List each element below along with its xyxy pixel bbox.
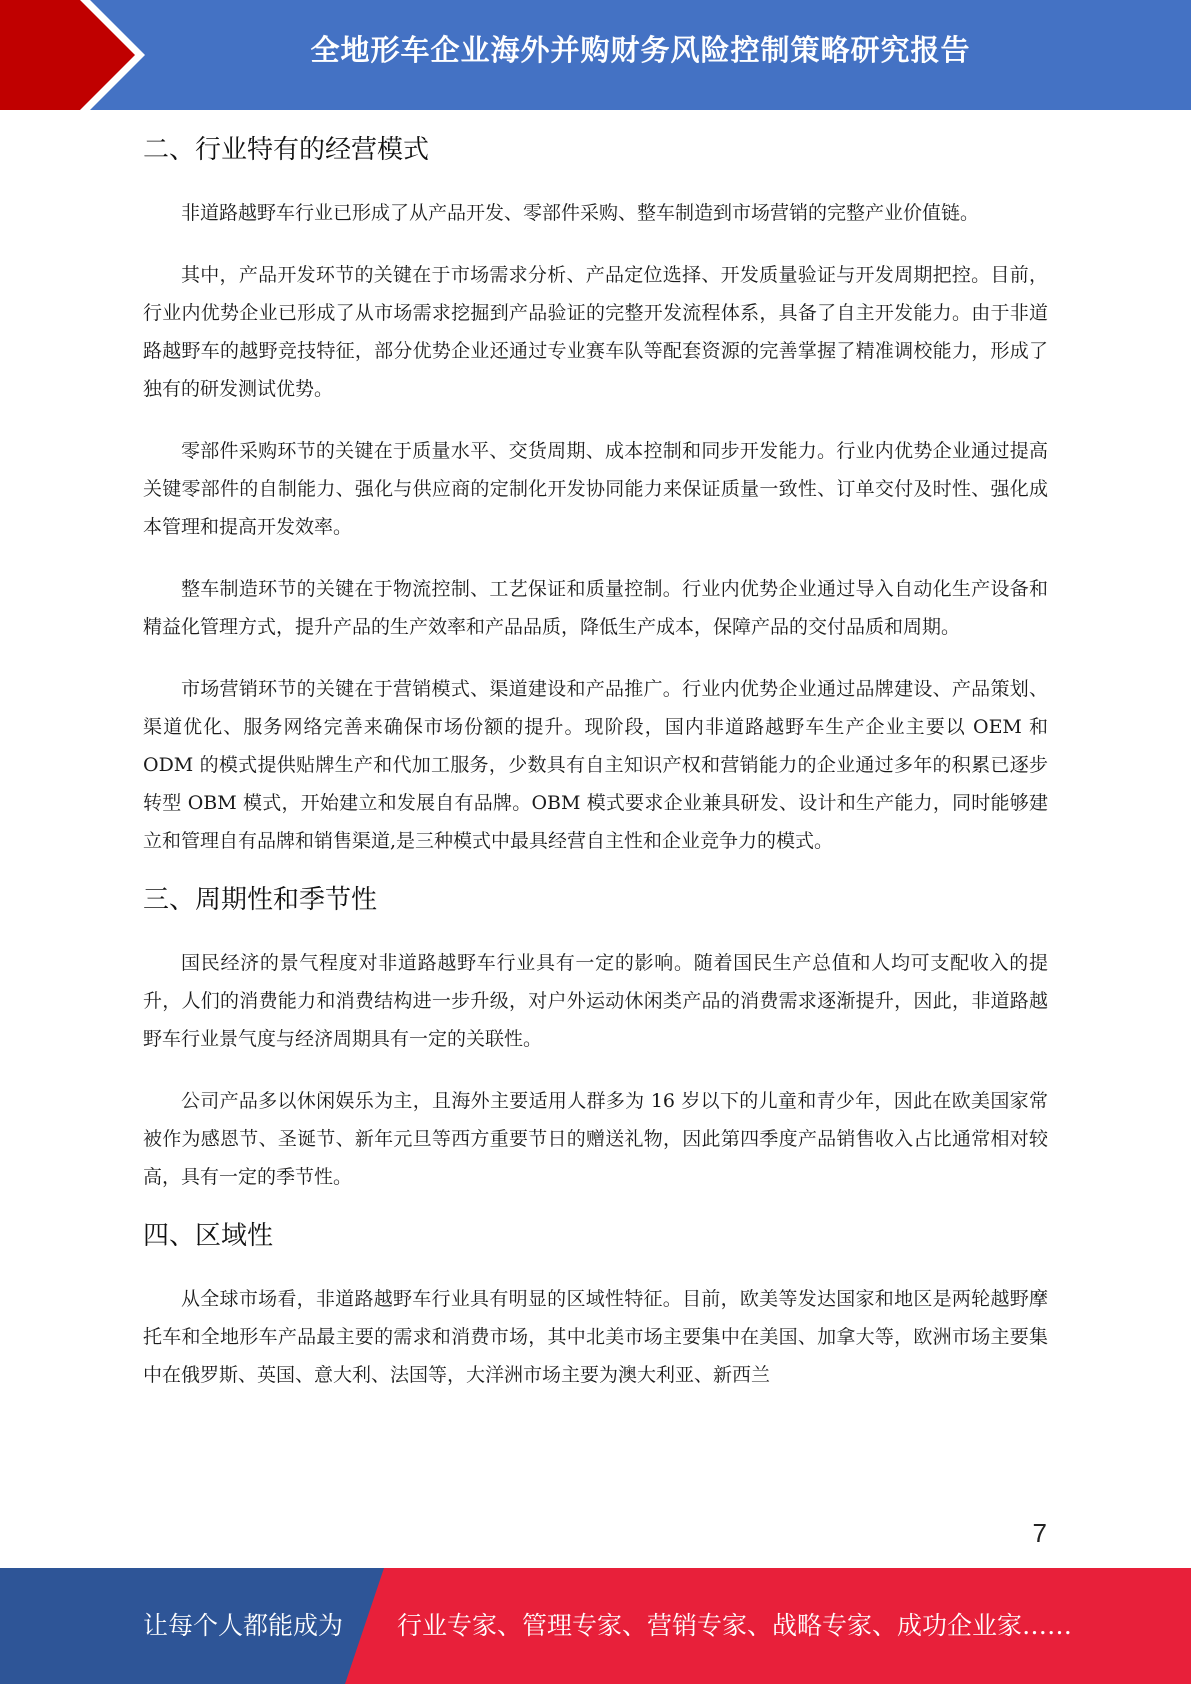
page-footer xyxy=(0,1568,1191,1684)
report-title: 全地形车企业海外并购财务风险控制策略研究报告 xyxy=(310,33,971,67)
paragraph: 零部件采购环节的关键在于质量水平、交货周期、成本控制和同步开发能力。行业内优势企业通过提高关键零部件的自制能力、强化与供应商的定制化开发协同能力来保证质量一致性、订单交付及时性、强化成本管理和提高开发效率。 xyxy=(143,440,1048,538)
footer-slogan-right: 行业专家、管理专家、营销专家、战略专家、成功企业家…… xyxy=(397,1611,1073,1640)
paragraph: 国民经济的景气程度对非道路越野车行业具有一定的影响。随着国民生产总值和人均可支配收入的提升，人们的消费能力和消费结构进一步升级，对户外运动休闲类产品的消费需求逐渐提升，因此，非道路越野车行业景气度与经济周期具有一定的关联性。 xyxy=(143,952,1048,1050)
page-header xyxy=(0,0,1191,110)
paragraph: 整车制造环节的关键在于物流控制、工艺保证和质量控制。行业内优势企业通过导入自动化生产设备和精益化管理方式，提升产品的生产效率和产品品质，降低生产成本，保障产品的交付品质和周期。 xyxy=(143,578,1048,638)
section-heading: 二、行业特有的经营模式 xyxy=(143,135,430,165)
paragraph: 非道路越野车行业已形成了从产品开发、零部件采购、整车制造到市场营销的完整产业价值链。 xyxy=(181,202,980,224)
footer-slogan-left: 让每个人都能成为 xyxy=(143,1611,344,1640)
paragraph: 公司产品多以休闲娱乐为主，且海外主要适用人群多为 16 岁以下的儿童和青少年，因此在欧美国家常被作为感恩节、圣诞节、新年元旦等西方重要节日的赠送礼物，因此第四季度产品销售收入占比通常相对较高，具有一定的季节性。 xyxy=(143,1090,1048,1188)
page-content xyxy=(143,128,1048,1394)
page-number: 7 xyxy=(1032,1518,1047,1548)
header-chevron-decoration xyxy=(0,0,160,110)
paragraph: 市场营销环节的关键在于营销模式、渠道建设和产品推广。行业内优势企业通过品牌建设、产品策划、渠道优化、服务网络完善来确保市场份额的提升。现阶段，国内非道路越野车生产企业主要以 OEM 和 ODM 的模式提供贴牌生产和代加工服务，少数具有自主知识产权和营销能力的企业通过多年的积累已逐步转型 OBM 模式，开始建立和发展自有品牌。OBM 模式要求企业兼具研发、设计和生产能力，同时能够建立和管理自有品牌和销售渠道,是三种模式中最具经营自主性和企业竞争力的模式。 xyxy=(143,678,1048,852)
section-heading: 四、区域性 xyxy=(143,1221,274,1251)
section-heading: 三、周期性和季节性 xyxy=(143,885,378,915)
paragraph: 从全球市场看，非道路越野车行业具有明显的区域性特征。目前，欧美等发达国家和地区是两轮越野摩托车和全地形车产品最主要的需求和消费市场，其中北美市场主要集中在美国、加拿大等，欧洲市场主要集中在俄罗斯、英国、意大利、法国等，大洋洲市场主要为澳大利亚、新西兰 xyxy=(143,1288,1048,1386)
paragraph: 其中，产品开发环节的关键在于市场需求分析、产品定位选择、开发质量验证与开发周期把控。目前，行业内优势企业已形成了从市场需求挖掘到产品验证的完整开发流程体系，具备了自主开发能力。由于非道路越野车的越野竞技特征，部分优势企业还通过专业赛车队等配套资源的完善掌握了精准调校能力，形成了独有的研发测试优势。 xyxy=(143,264,1048,400)
